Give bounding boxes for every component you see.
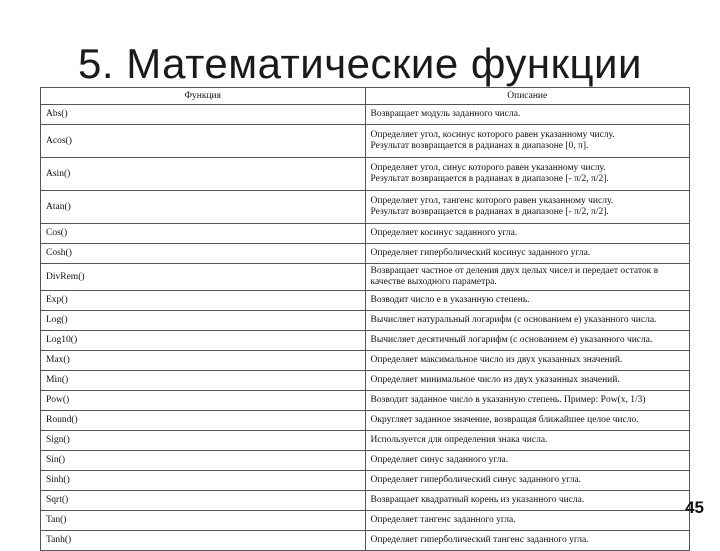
description-line: Определяет минимальное число из двух указанных значений. — [370, 375, 620, 385]
function-name-cell: Tan() — [41, 511, 366, 531]
function-name-cell: Max() — [41, 351, 366, 371]
table-row — [41, 491, 690, 511]
description-line: Возвращает частное от деления двух целых чисел и передает остаток в качестве выходного параметра. — [370, 266, 659, 287]
description-line: Результат возвращается в радианах в диапазоне [- π/2, π/2]. — [370, 174, 609, 184]
table-row — [41, 224, 690, 244]
table-row — [41, 311, 690, 331]
table-header-row — [41, 88, 690, 105]
function-name-cell: Log10() — [41, 331, 366, 351]
table-row — [41, 105, 690, 125]
function-description-cell — [365, 451, 690, 471]
function-description-cell — [365, 244, 690, 264]
function-description-cell — [365, 471, 690, 491]
description-line: Возвращает квадратный корень из указанного числа. — [370, 495, 585, 505]
description-line: Возвращает модуль заданного числа. — [370, 109, 521, 119]
description-line: Возводит заданное число в указанную степень. Пример: Pow(x, 1/3) — [370, 395, 646, 405]
description-line: Вычисляет натуральный логарифм (с основанием e) указанного числа. — [370, 315, 657, 325]
function-description-cell — [365, 105, 690, 125]
function-description-cell — [365, 371, 690, 391]
function-description-cell — [365, 431, 690, 451]
function-name-cell: Tanh() — [41, 531, 366, 551]
function-name-cell: Round() — [41, 411, 366, 431]
table-row — [41, 451, 690, 471]
description-line: Определяет гиперболический косинус заданного угла. — [370, 248, 591, 258]
description-line: Результат возвращается в радианах в диапазоне [0, π]. — [370, 141, 589, 151]
page-number: 45 — [685, 498, 704, 517]
table-row — [41, 411, 690, 431]
table-row — [41, 471, 690, 491]
table-row — [41, 431, 690, 451]
table-row — [41, 244, 690, 264]
table-row — [41, 125, 690, 158]
function-description-cell — [365, 158, 690, 191]
function-name-cell: Exp() — [41, 291, 366, 311]
function-description-cell — [365, 311, 690, 331]
table-row — [41, 511, 690, 531]
description-line: Определяет угол, тангенс которого равен указанному числу. — [370, 196, 614, 206]
column-header-description: Описание — [365, 88, 690, 105]
function-description-cell — [365, 125, 690, 158]
function-description-cell — [365, 411, 690, 431]
table-row — [41, 191, 690, 224]
function-name-cell: Sin() — [41, 451, 366, 471]
function-description-cell — [365, 511, 690, 531]
function-description-cell — [365, 191, 690, 224]
function-description-cell — [365, 291, 690, 311]
function-description-cell — [365, 391, 690, 411]
function-description-cell — [365, 224, 690, 244]
function-name-cell: Log() — [41, 311, 366, 331]
slide-title: 5. Математические функции — [78, 40, 642, 87]
function-description-cell — [365, 264, 690, 291]
function-name-cell: Atan() — [41, 191, 366, 224]
function-name-cell: Acos() — [41, 125, 366, 158]
function-name-cell: Min() — [41, 371, 366, 391]
description-line: Определяет гиперболический тангенс заданного угла. — [370, 535, 589, 545]
function-name-cell: Abs() — [41, 105, 366, 125]
table-row — [41, 331, 690, 351]
function-description-cell — [365, 331, 690, 351]
functions-table — [40, 87, 690, 551]
table-row — [41, 291, 690, 311]
function-name-cell: Sinh() — [41, 471, 366, 491]
description-line: Определяет максимальное число из двух указанных значений. — [370, 355, 623, 365]
table-row — [41, 391, 690, 411]
table-row — [41, 158, 690, 191]
description-line: Возводит число e в указанную степень. — [370, 295, 530, 305]
function-description-cell — [365, 491, 690, 511]
table-row — [41, 351, 690, 371]
description-line: Определяет угол, синус которого равен указанному числу. — [370, 163, 606, 173]
function-name-cell: Cos() — [41, 224, 366, 244]
function-name-cell: Pow() — [41, 391, 366, 411]
description-line: Определяет синус заданного угла. — [370, 455, 509, 465]
function-name-cell: DivRem() — [41, 264, 366, 291]
description-line: Результат возвращается в радианах в диапазоне [- π/2, π/2]. — [370, 207, 609, 217]
description-line: Определяет гиперболический синус заданного угла. — [370, 475, 582, 485]
function-name-cell: Cosh() — [41, 244, 366, 264]
description-line: Определяет тангенс заданного угла. — [370, 515, 516, 525]
column-header-function: Функция — [41, 88, 366, 105]
description-line: Используется для определения знака числа. — [370, 435, 548, 445]
function-description-cell — [365, 351, 690, 371]
function-name-cell: Sqrt() — [41, 491, 366, 511]
table-row — [41, 531, 690, 551]
description-line: Округляет заданное значение, возвращая ближайшее целое число. — [370, 415, 639, 425]
table-body — [41, 105, 690, 551]
table-row — [41, 371, 690, 391]
description-line: Определяет косинус заданного угла. — [370, 228, 518, 238]
description-line: Определяет угол, косинус которого равен указанному числу. — [370, 130, 615, 140]
function-name-cell: Asin() — [41, 158, 366, 191]
description-line: Вычисляет десятичный логарифм (с основанием e) указанного числа. — [370, 335, 653, 345]
function-name-cell: Sign() — [41, 431, 366, 451]
table-row — [41, 264, 690, 291]
function-description-cell — [365, 531, 690, 551]
